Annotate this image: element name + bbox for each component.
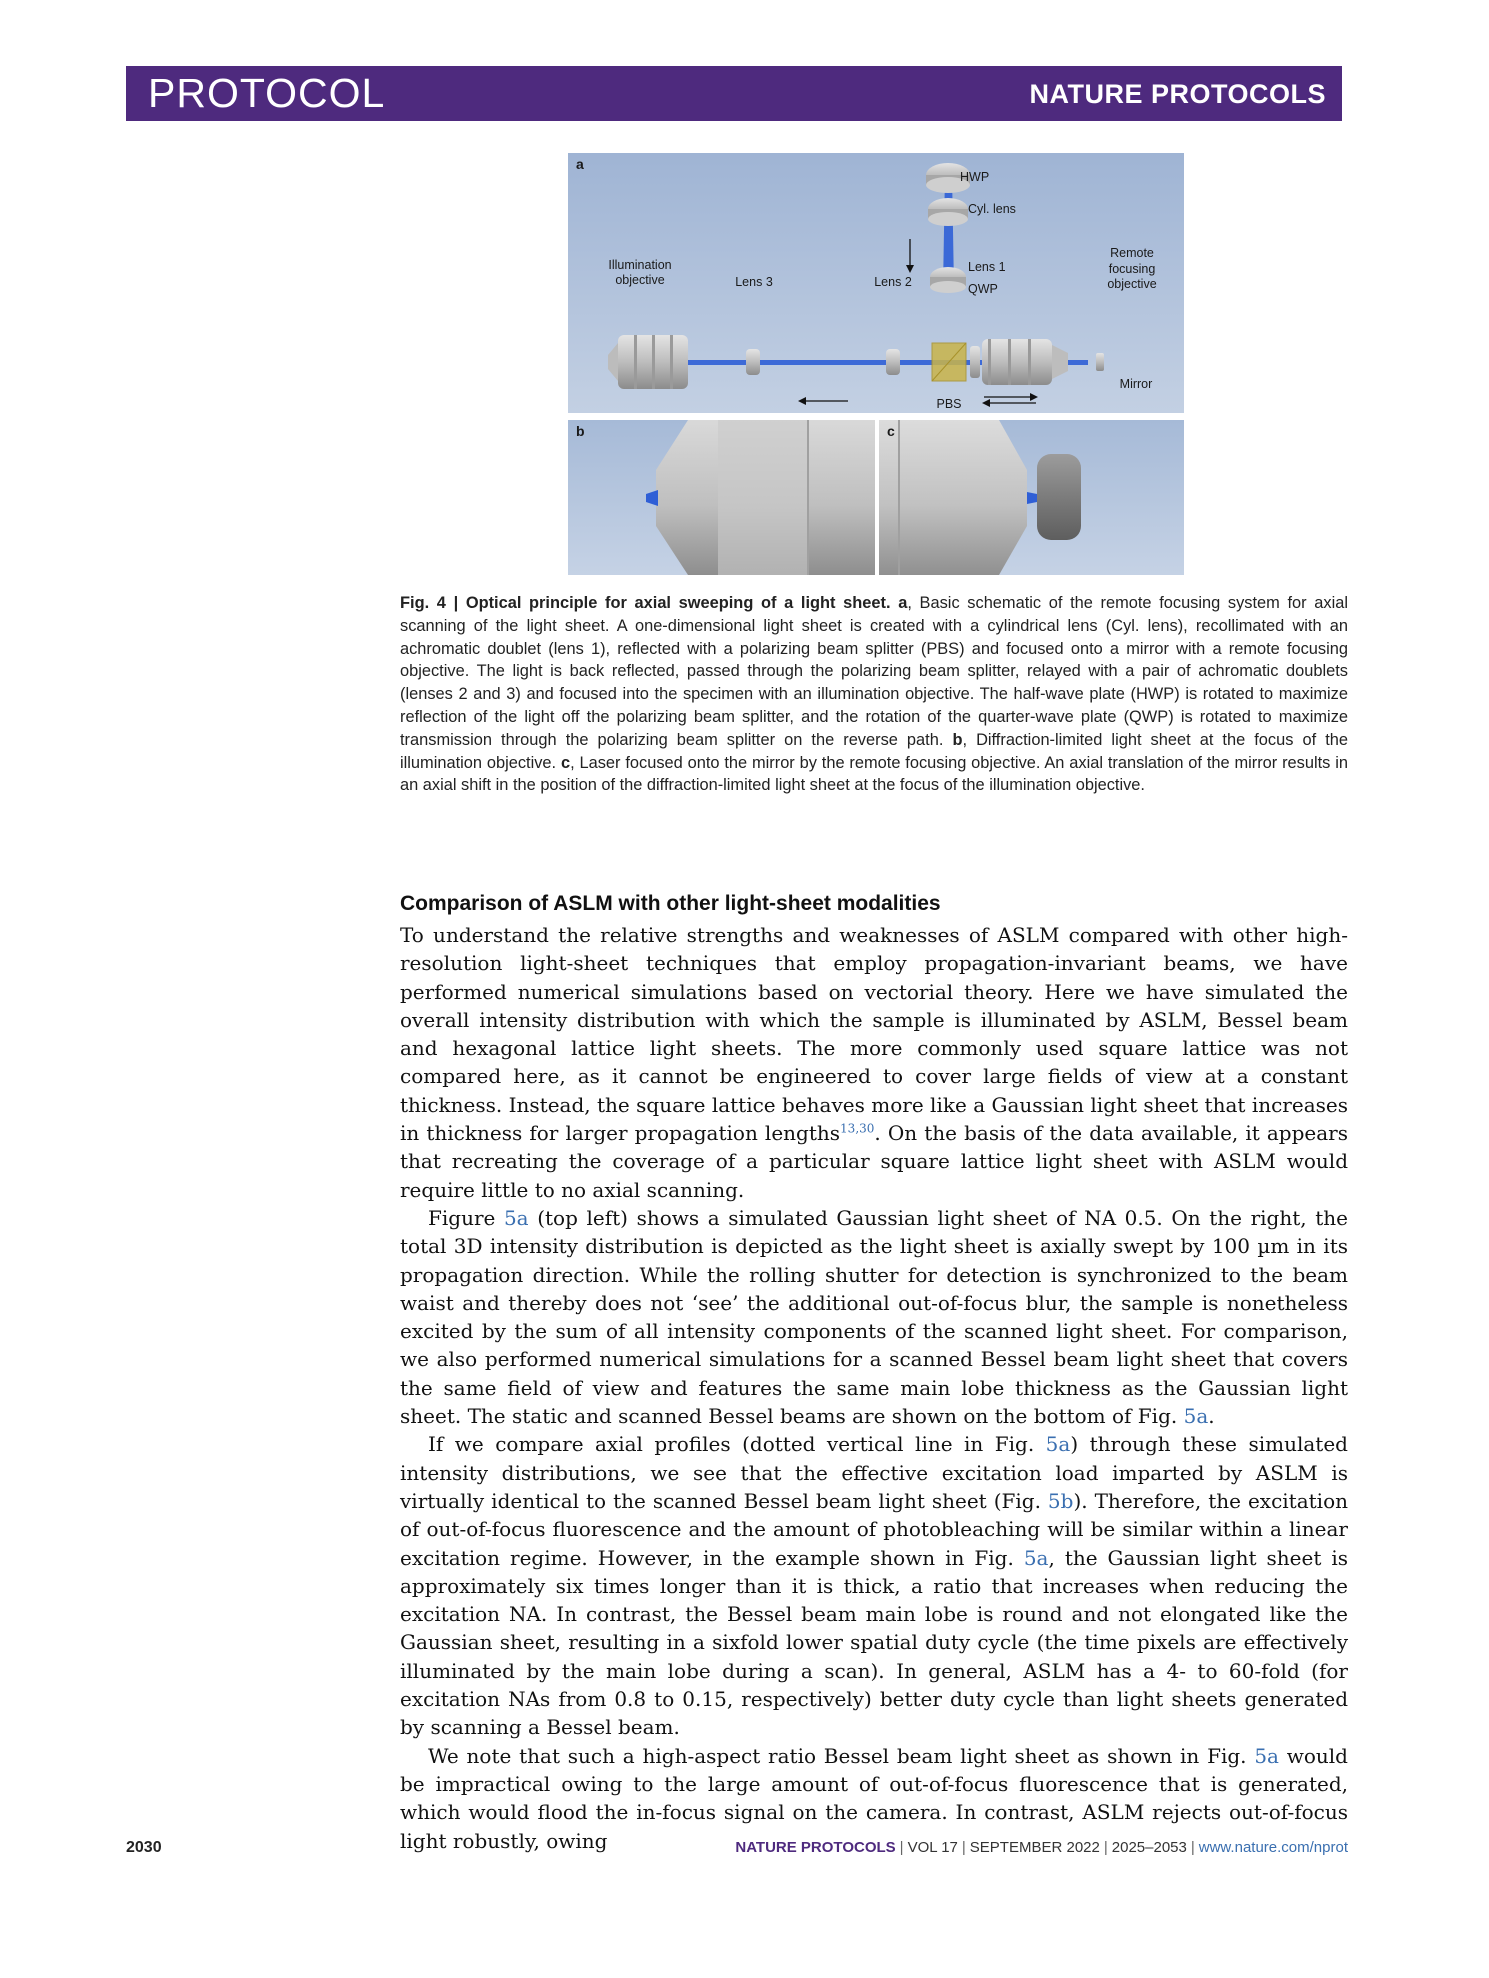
p2-text-c: .: [1208, 1404, 1215, 1429]
p3-text-a: If we compare axial profiles (dotted vertical line in Fig.: [428, 1432, 1046, 1457]
page-number: 2030: [126, 1839, 162, 1856]
p3-text-b: ) through these simulated intensity distributions, we see that the effective excitation load imparted by ASLM is virtually identical to the scanned Bessel beam light sheet (Fig.: [400, 1432, 1348, 1513]
caption-text-a: , Basic schematic of the remote focusing system for axial scanning of the light sheet. A one-dimensional light sheet is created with a cylindrical lens (Cyl. lens), recollimated with an achromatic doublet (lens 1), reflected with a polarizing beam splitter (PBS) and focused onto a mirror with a remote focusing objective. The light is back reflected, passed through the polarizing beam splitter, relayed with a pair of achromatic doublets (lenses 2 and 3) and focused into the specimen with an illumination objective. The half-wave plate (HWP) is rotated to maximize reflection of the light off the polarizing beam splitter, and the rotation of the quarter-wave plate (QWP) is rotated to maximize transmission through the polarizing beam splitter on the reverse path.: [400, 594, 1348, 749]
ref-link-13[interactable]: 13: [840, 1121, 856, 1136]
figure-panel-c: [879, 420, 1184, 575]
label-lens2: Lens 2: [874, 275, 912, 289]
fig-link-5a[interactable]: 5a: [1045, 1432, 1071, 1457]
footer-citation: NATURE PROTOCOLS | VOL 17 | SEPTEMBER 2022 | 2025–2053 | www.nature.com/nprot: [735, 1839, 1348, 1856]
fig-link-5a[interactable]: 5a: [1254, 1743, 1279, 1768]
fig-link-5a[interactable]: 5a: [503, 1205, 529, 1230]
illumination-objective-component: [608, 335, 688, 389]
panel-b-letter: b: [576, 423, 585, 439]
caption-text-b: , Diffraction-limited light sheet at the focus of the illumination objective.: [400, 730, 1348, 772]
figure-4: [568, 153, 1184, 575]
label-cyl-lens: Cyl. lens: [968, 202, 1016, 216]
body-text: [400, 921, 1348, 1855]
label-lens1: Lens 1: [968, 260, 1006, 274]
label-remote-line2: focusing: [1108, 262, 1156, 276]
label-illumination-objective-line1: Illumination: [608, 258, 672, 272]
p1-text-a: To understand the relative strengths and weaknesses of ASLM compared with other high-resolution light-sheet techniques that employ propagation-invariant beams, we have performed numerical simulations based on vectorial theory. Here we have simulated the overall intensity distribution with which the sample is illuminated by ASLM, Bessel beam and hexagonal lattice light sheets. The more commonly used square lattice was not compared here, as it cannot be engineered to cover large fields of view at a constant thickness. Instead, the square lattice behaves more like a Gaussian light sheet that increases in thickness for larger propagation lengths: [400, 923, 1348, 1146]
panel-c-letter: c: [887, 423, 895, 439]
qwp-component: [970, 346, 980, 378]
figure-panel-b: [568, 420, 875, 575]
caption-letter-a: a: [898, 594, 908, 612]
fig-link-5b[interactable]: 5b: [1047, 1488, 1074, 1513]
figure-caption: [400, 592, 1348, 797]
p3-text-c: ). Therefore, the excitation of out-of-focus fluorescence and the amount of photobleaching will be similar within a linear excitation regime. However, in the example shown in Fig.: [400, 1488, 1348, 1570]
p3-text-d: , the Gaussian light sheet is approximately six times longer than it is thick, a ratio that increases when reducing the excitation NA. In contrast, the Bessel beam main lobe is round and not elongated like the Gaussian sheet, resulting in a sixfold lower spatial duty cycle (the time pixels are effectively illuminated by the main lobe during a scan). In general, ASLM has a 4- to 60-fold (for excitation NAs from 0.8 to 0.15, respectively) better duty cycle than light sheets generated by scanning a Bessel beam.: [400, 1545, 1349, 1740]
p4-text-b: would be impractical owing to the large amount of out-of-focus fluorescence that is generated, which would flood the in-focus signal on the camera. In contrast, ASLM rejects out-of-focus light robustly, owing: [400, 1743, 1348, 1853]
panel-a-letter: a: [576, 156, 584, 172]
caption-title: Fig. 4 | Optical principle for axial sweeping of a light sheet.: [400, 594, 891, 612]
lens3-component: [746, 349, 760, 375]
p2-text-b: (top left) shows a simulated Gaussian light sheet of NA 0.5. On the right, the total 3D intensity distribution is depicted as the light sheet is axially swept by 100 µm in its propagation direction. While the rolling shutter for detection is synchronized to the beam waist and thereby does not ‘see’ the additional out-of-focus blur, the sample is nonetheless excited by the sum of all intensity components of the scanned light sheet. For comparison, we also performed numerical simulations for a scanned Bessel beam light sheet that covers the same field of view and features the same main lobe thickness as the Gaussian light sheet. The static and scanned Bessel beams are shown on the bottom of Fig.: [400, 1205, 1348, 1429]
section-label: PROTOCOL: [148, 70, 386, 116]
paragraph-3: [400, 1430, 1348, 1741]
focused-laser: [1027, 492, 1037, 504]
footer-date: SEPTEMBER 2022: [969, 1839, 1100, 1856]
paragraph-1: [400, 921, 1348, 1204]
footer-pages: 2025–2053: [1111, 1839, 1187, 1856]
caption-letter-b: b: [952, 730, 963, 749]
label-lens3: Lens 3: [735, 275, 773, 289]
label-illumination-objective-line2: objective: [615, 273, 665, 287]
footer-volume: VOL 17: [907, 1839, 958, 1856]
journal-name: NATURE PROTOCOLS: [1029, 79, 1326, 109]
label-mirror: Mirror: [1119, 377, 1153, 391]
paragraph-4: [400, 1742, 1348, 1855]
ref-separator: ,: [855, 1121, 860, 1136]
label-remote-line3: objective: [1107, 277, 1157, 291]
lens2-component: [886, 349, 900, 375]
caption-text-c: , Laser focused onto the mirror by the remote focusing objective. An axial translation of the mirror results in an axial shift in the position of the diffraction-limited light sheet at the focus of the illumination objective.: [400, 753, 1348, 795]
lens1-component: [930, 267, 966, 293]
cyl-lens-component: [928, 198, 968, 226]
header-bar: [126, 66, 1342, 121]
ref-link-30[interactable]: 30: [859, 1121, 875, 1136]
p1-text-b: . On the basis of the data available, it appears that recreating the coverage of a particular square lattice light sheet with ASLM would require little to no axial scanning.: [400, 1121, 1348, 1202]
paragraph-2: [400, 1204, 1348, 1430]
remote-objective-tip: [879, 420, 1027, 575]
section-heading: Comparison of ASLM with other light-sheet modalities: [400, 892, 941, 915]
label-pbs: PBS: [936, 397, 962, 411]
p4-text-a: We note that such a high-aspect ratio Bessel beam light sheet as shown in Fig.: [428, 1743, 1255, 1768]
pbs-component: [932, 343, 966, 381]
caption-letter-c: c: [560, 753, 571, 772]
footer-journal: NATURE PROTOCOLS: [735, 1839, 896, 1856]
label-remote-line1: Remote: [1110, 246, 1154, 260]
figure-panel-a: [568, 153, 1184, 413]
mirror-element: [1037, 454, 1081, 540]
fig-link-5a[interactable]: 5a: [1183, 1404, 1209, 1429]
label-qwp: QWP: [968, 282, 998, 296]
footer-url-link[interactable]: www.nature.com/nprot: [1198, 1839, 1348, 1856]
mirror-component: [1096, 353, 1104, 371]
p2-text-a: Figure: [428, 1205, 504, 1230]
label-hwp: HWP: [960, 170, 990, 184]
fig-link-5a[interactable]: 5a: [1023, 1545, 1049, 1570]
